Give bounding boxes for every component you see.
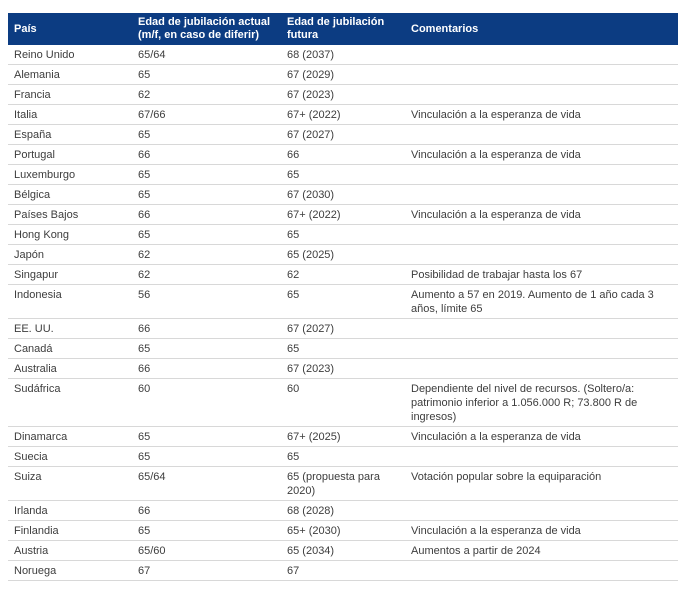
cell-comments: Vinculación a la esperanza de vida	[411, 521, 678, 541]
cell-future-age: 68 (2037)	[287, 45, 411, 65]
cell-comments: Vinculación a la esperanza de vida	[411, 205, 678, 225]
cell-comments: Vinculación a la esperanza de vida	[411, 105, 678, 125]
cell-comments	[411, 65, 678, 85]
table-row	[8, 85, 678, 105]
cell-comments	[411, 85, 678, 105]
cell-future-age: 65	[287, 339, 411, 359]
col-header-current-age: Edad de jubilación actual (m/f, en caso de diferir)	[138, 13, 287, 45]
cell-country: Canadá	[8, 339, 138, 359]
cell-comments: Vinculación a la esperanza de vida	[411, 427, 678, 447]
table-row	[8, 359, 678, 379]
cell-comments: Dependiente del nivel de recursos. (Soltero/a: patrimonio inferior a 1.056.000 R; 73.800 R de ingresos)	[411, 379, 678, 427]
table-row	[8, 319, 678, 339]
cell-comments	[411, 561, 678, 581]
cell-future-age: 65	[287, 447, 411, 467]
cell-country: Australia	[8, 359, 138, 379]
table-row	[8, 379, 678, 427]
cell-country: Países Bajos	[8, 205, 138, 225]
cell-future-age: 67 (2027)	[287, 319, 411, 339]
cell-future-age: 66	[287, 145, 411, 165]
cell-comments	[411, 319, 678, 339]
cell-current-age: 60	[138, 379, 287, 427]
cell-country: Portugal	[8, 145, 138, 165]
cell-future-age: 62	[287, 265, 411, 285]
cell-comments	[411, 225, 678, 245]
table-row	[8, 145, 678, 165]
cell-comments	[411, 185, 678, 205]
cell-future-age: 67 (2027)	[287, 125, 411, 145]
cell-country: España	[8, 125, 138, 145]
cell-country: Indonesia	[8, 285, 138, 319]
cell-country: Italia	[8, 105, 138, 125]
cell-current-age: 56	[138, 285, 287, 319]
cell-current-age: 65	[138, 521, 287, 541]
cell-comments	[411, 165, 678, 185]
cell-current-age: 65	[138, 339, 287, 359]
cell-current-age: 62	[138, 265, 287, 285]
cell-current-age: 66	[138, 319, 287, 339]
header-row	[8, 13, 678, 45]
table-row	[8, 447, 678, 467]
cell-current-age: 65	[138, 427, 287, 447]
table-row	[8, 185, 678, 205]
cell-comments	[411, 45, 678, 65]
cell-future-age: 65	[287, 285, 411, 319]
cell-comments: Vinculación a la esperanza de vida	[411, 145, 678, 165]
table-row	[8, 427, 678, 447]
cell-current-age: 62	[138, 245, 287, 265]
cell-country: Luxemburgo	[8, 165, 138, 185]
cell-country: Noruega	[8, 561, 138, 581]
table-row	[8, 541, 678, 561]
cell-current-age: 65	[138, 185, 287, 205]
cell-country: Finlandia	[8, 521, 138, 541]
cell-country: Irlanda	[8, 501, 138, 521]
cell-future-age: 67+ (2022)	[287, 105, 411, 125]
table-row	[8, 125, 678, 145]
table-row	[8, 339, 678, 359]
cell-comments: Aumento a 57 en 2019. Aumento de 1 año cada 3 años, límite 65	[411, 285, 678, 319]
cell-country: Suiza	[8, 467, 138, 501]
retirement-age-table	[8, 13, 678, 581]
cell-country: Hong Kong	[8, 225, 138, 245]
cell-future-age: 67	[287, 561, 411, 581]
cell-future-age: 65 (2034)	[287, 541, 411, 561]
cell-country: Suecia	[8, 447, 138, 467]
cell-future-age: 65	[287, 225, 411, 245]
table-row	[8, 285, 678, 319]
cell-country: Dinamarca	[8, 427, 138, 447]
cell-comments	[411, 447, 678, 467]
cell-country: Alemania	[8, 65, 138, 85]
col-header-country: País	[8, 13, 138, 45]
table-row	[8, 245, 678, 265]
cell-comments	[411, 245, 678, 265]
cell-future-age: 65 (2025)	[287, 245, 411, 265]
cell-country: Sudáfrica	[8, 379, 138, 427]
cell-comments	[411, 359, 678, 379]
cell-current-age: 65	[138, 125, 287, 145]
cell-comments	[411, 501, 678, 521]
cell-country: Reino Unido	[8, 45, 138, 65]
cell-comments: Posibilidad de trabajar hasta los 67	[411, 265, 678, 285]
cell-current-age: 66	[138, 359, 287, 379]
cell-current-age: 66	[138, 501, 287, 521]
col-header-comments: Comentarios	[411, 13, 678, 45]
table-row	[8, 521, 678, 541]
cell-country: Francia	[8, 85, 138, 105]
cell-future-age: 67 (2029)	[287, 65, 411, 85]
cell-future-age: 65 (propuesta para 2020)	[287, 467, 411, 501]
cell-country: Bélgica	[8, 185, 138, 205]
cell-current-age: 65	[138, 165, 287, 185]
cell-future-age: 67 (2030)	[287, 185, 411, 205]
cell-country: Japón	[8, 245, 138, 265]
cell-current-age: 66	[138, 205, 287, 225]
table-row	[8, 467, 678, 501]
cell-country: Singapur	[8, 265, 138, 285]
cell-future-age: 67+ (2022)	[287, 205, 411, 225]
cell-country: Austria	[8, 541, 138, 561]
cell-current-age: 65	[138, 65, 287, 85]
cell-current-age: 65	[138, 447, 287, 467]
cell-future-age: 67+ (2025)	[287, 427, 411, 447]
cell-future-age: 60	[287, 379, 411, 427]
cell-current-age: 65/64	[138, 467, 287, 501]
cell-future-age: 67 (2023)	[287, 359, 411, 379]
cell-future-age: 65+ (2030)	[287, 521, 411, 541]
cell-future-age: 67 (2023)	[287, 85, 411, 105]
cell-current-age: 67/66	[138, 105, 287, 125]
cell-current-age: 66	[138, 145, 287, 165]
table-row	[8, 265, 678, 285]
table-row	[8, 165, 678, 185]
cell-current-age: 67	[138, 561, 287, 581]
table-row	[8, 561, 678, 581]
cell-current-age: 62	[138, 85, 287, 105]
cell-comments	[411, 125, 678, 145]
cell-current-age: 65/64	[138, 45, 287, 65]
cell-country: EE. UU.	[8, 319, 138, 339]
cell-future-age: 68 (2028)	[287, 501, 411, 521]
table-row	[8, 105, 678, 125]
table-row	[8, 45, 678, 65]
cell-current-age: 65	[138, 225, 287, 245]
cell-future-age: 65	[287, 165, 411, 185]
cell-comments: Aumentos a partir de 2024	[411, 541, 678, 561]
table-row	[8, 225, 678, 245]
cell-comments	[411, 339, 678, 359]
table-row	[8, 501, 678, 521]
cell-comments: Votación popular sobre la equiparación	[411, 467, 678, 501]
table-row	[8, 205, 678, 225]
cell-current-age: 65/60	[138, 541, 287, 561]
table-row	[8, 65, 678, 85]
table-body	[8, 45, 678, 581]
col-header-future-age: Edad de jubilación futura	[287, 13, 411, 45]
